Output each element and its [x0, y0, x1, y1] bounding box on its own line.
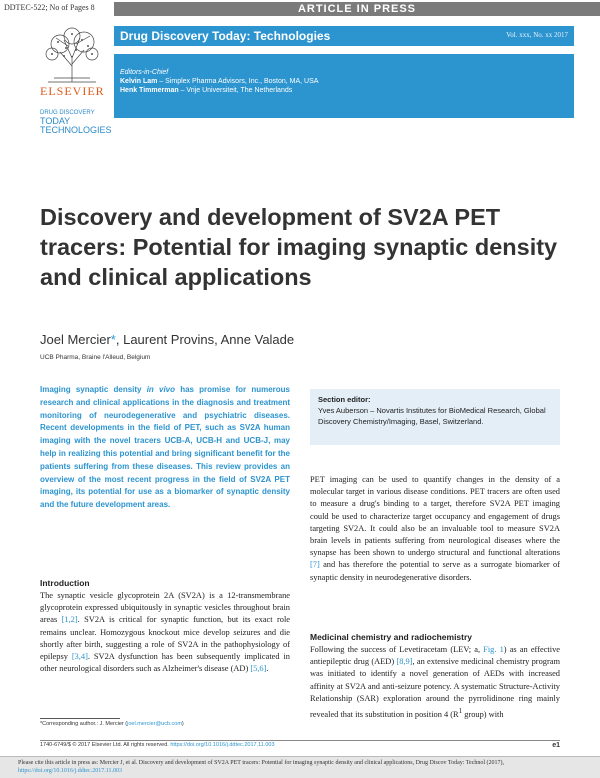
- introduction-paragraph: [40, 590, 290, 675]
- page-number: e1: [552, 742, 560, 749]
- footer-rule: [40, 740, 560, 741]
- email-link[interactable]: joel.mercier@ucb.com: [127, 721, 182, 727]
- section-editor-box: [310, 389, 560, 445]
- editor-line: [120, 77, 568, 86]
- intro-text: . SV2A is critical for synaptic function, but its exact role remains unclear. Homozygous knockout mice develop seizures and die shortly after birth, suggesting a role of SV2A in the pathophysiology of epilepsy: [40, 615, 291, 662]
- footnote: [40, 721, 184, 727]
- top-strip: [0, 0, 600, 18]
- journal-logo-line3: TECHNOLOGIES: [40, 125, 112, 135]
- intro-text: The synaptic vesicle glycoprotein 2A (SV2A) is a 12-transmembrane glycoprotein expressed ubiquitously in synaptic vesicles throughout brain areas: [40, 591, 290, 625]
- article-title: Discovery and development of SV2A PET tracers: Potential for imaging synaptic density and clinical applications: [40, 204, 558, 290]
- editor-affiliation: – Simplex Pharma Advisors, Inc., Boston, MA, USA: [157, 78, 319, 85]
- editor-line: [120, 86, 568, 95]
- abstract-italic: in vivo: [146, 385, 176, 394]
- copyright-text: 1740-6749/$ © 2017 Elsevier Ltd. All rights reserved.: [40, 742, 171, 748]
- body-text: ) as an effective antiepileptic drug (AED): [310, 645, 560, 667]
- reference-link[interactable]: [1,2]: [61, 615, 78, 625]
- footnote-rule: [40, 718, 120, 719]
- pet-imaging-paragraph: [310, 474, 560, 584]
- reference-link[interactable]: [3,4]: [71, 652, 88, 662]
- editor-affiliation: – Vrije Universiteit, The Netherlands: [178, 87, 293, 94]
- authors: [40, 332, 294, 347]
- journal-volume: Vol. xxx, No. xx 2017: [506, 31, 568, 39]
- citation-bar: [0, 756, 600, 778]
- body-text: group) with: [462, 709, 504, 719]
- footnote-end: ): [181, 721, 184, 727]
- article-in-press-label: ARTICLE IN PRESS: [297, 3, 417, 15]
- journal-title: Drug Discovery Today: Technologies: [120, 29, 331, 43]
- citation-text: Please cite this article in press as: Mercier J, et al. Discovery and development of SV2A PET tracers: Potential for imaging synaptic density and clinical applications, Drug Discov Today: Technol (2017),: [18, 760, 505, 766]
- elsevier-wordmark: ELSEVIER: [40, 84, 105, 98]
- body-text: , an extensive medicinal chemistry program was initiated to identify a novel generation of AEDs with increased affinity at SV2A and anti-seizure potency. A systematic Structure-Activity Relationship (SAR) exploration around the pyrrolidinone ring mainly revealed that its substitution in position 4 (R: [310, 657, 560, 719]
- footnote-label: *Corresponding author.: J. Mercier (: [40, 721, 128, 727]
- superscript: 1: [458, 707, 463, 716]
- doc-id: DDTEC-522; No of Pages 8: [4, 3, 95, 12]
- intro-text: . SV2A dysfunction has been subsequently implicated in other neurological disorders such as Alzheimer's disease (AD): [40, 652, 290, 674]
- reference-link[interactable]: [7]: [310, 560, 320, 570]
- body-text: PET imaging can be used to quantify changes in the density of a molecular target in various disease conditions. PET tracers are often used to measure a drug's binding to a target, therefore SV2A PET imaging could be used to characterize target occupancy and engagement of drugs targeting SV2A. It could also be an invaluable tool to measure SV2A brain levels in patients suffering from neurological diseases where the synapse has been shown to undergo structural and functional alterations: [310, 475, 560, 558]
- editors-box: [114, 54, 574, 118]
- affiliation: UCB Pharma, Braine l'Alleud, Belgium: [40, 354, 151, 361]
- figure-link[interactable]: Fig. 1: [483, 645, 504, 654]
- medchem-paragraph: [310, 644, 560, 721]
- section-editor-text: Yves Auberson – Novartis Institutes for BioMedical Research, Global Discovery Chemistry/Imaging, Basel, Switzerland.: [318, 406, 546, 426]
- journal-logo: [40, 110, 112, 135]
- author-name: Joel Mercier: [40, 332, 111, 347]
- article-in-press-bar: [114, 2, 600, 16]
- footer-copyright: [40, 742, 275, 748]
- doi-link[interactable]: https://doi.org/10.1016/j.ddtec.2017.11.003: [170, 742, 275, 748]
- editor-name: Kelvin Lam: [120, 78, 158, 85]
- abstract-text: has promise for numerous research and clinical applications in the diagnosis and treatment monitoring of neurodegenerative and psychiatric diseases. Recent developments in the field of PET, such as SV2A human imaging with the novel tracers UCB-A, UCB-H and UCB-J, may help in realizing this potential and bring significant benefit for the patients suffering from these diseases. This review provides an overview of the most recent progress in the field of SV2A PET imaging, its potential for use as a biomarker of synaptic density and the future development areas.: [40, 385, 290, 510]
- introduction-heading: Introduction: [40, 578, 90, 588]
- journal-logo-line1: DRUG DISCOVERY: [40, 110, 95, 116]
- reference-link[interactable]: [8,9]: [396, 657, 413, 667]
- editors-label: Editors-in-Chief: [120, 69, 169, 76]
- corresponding-author-mark[interactable]: *: [110, 332, 116, 347]
- reference-link[interactable]: [5,6]: [250, 664, 267, 674]
- abstract: [40, 384, 290, 512]
- medchem-heading: Medicinal chemistry and radiochemistry: [310, 632, 473, 642]
- body-text: Following the success of Levetiracetam (LEV; a,: [310, 645, 484, 654]
- intro-text: .: [266, 664, 269, 674]
- editor-name: Henk Timmerman: [120, 87, 179, 94]
- journal-logo-line2: TODAY: [40, 116, 71, 126]
- section-editor-heading: Section editor:: [318, 395, 371, 404]
- body-text: and has therefore the potential to serve as a surrogate biomarker of synaptic density in neurodegenerative disorders.: [310, 560, 560, 582]
- journal-header-bar: [114, 26, 574, 46]
- citation-doi-link[interactable]: https://doi.org/10.1016/j.ddtec.2017.11.003: [18, 768, 122, 774]
- abstract-lead: Imaging synaptic density: [40, 385, 147, 394]
- other-authors: , Laurent Provins, Anne Valade: [115, 332, 295, 347]
